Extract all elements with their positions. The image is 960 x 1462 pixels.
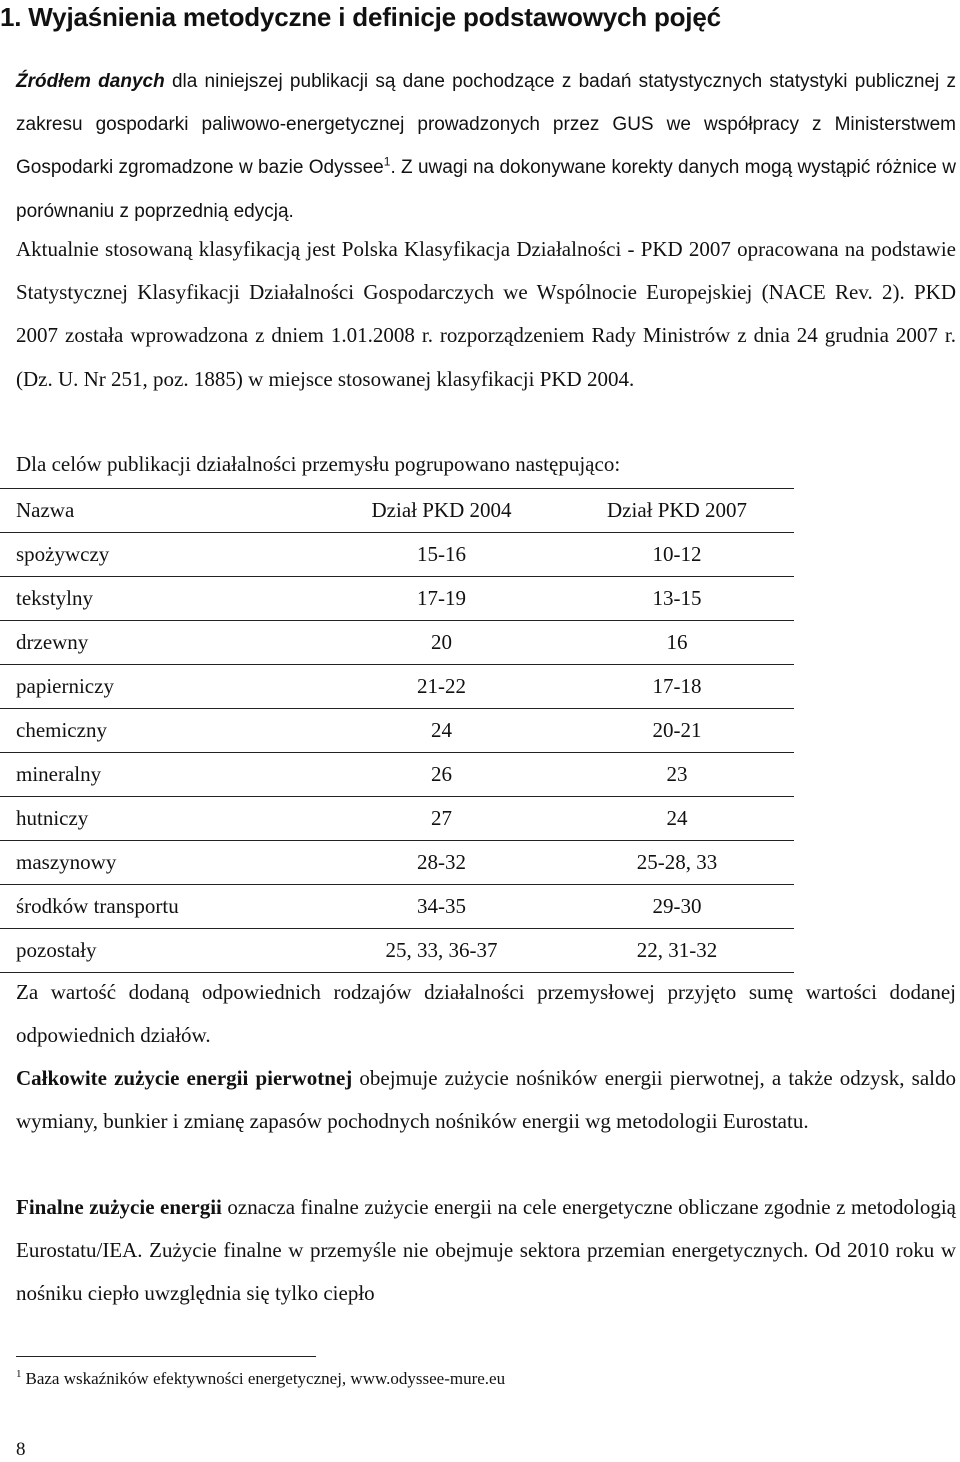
- row-pkd-2004-cell: 20: [323, 621, 560, 665]
- primary-energy-paragraph: [16, 1057, 956, 1143]
- row-pkd-2007-cell: 29-30: [560, 885, 794, 929]
- primary-energy-text: obejmuje zużycie nośników energii pierwotnej, a także odzysk, saldo wymiany, bunkier i zmianę zapasów pochodnych nośników energii wg metodologii Eurostatu.: [16, 1066, 956, 1134]
- row-name-cell: papierniczy: [0, 665, 323, 709]
- table-row: [0, 841, 794, 885]
- grouping-paragraph: Dla celów publikacji działalności przemysłu pogrupowano następująco:: [16, 452, 621, 476]
- row-pkd-2004-cell: 27: [323, 797, 560, 841]
- primary-energy-term: Całkowite zużycie energii pierwotnej: [16, 1066, 353, 1090]
- row-pkd-2007-cell: 23: [560, 753, 794, 797]
- row-name-cell: drzewny: [0, 621, 323, 665]
- intro-paragraph: [16, 60, 956, 233]
- row-pkd-2007-cell: 20-21: [560, 709, 794, 753]
- intro-term: Źródłem danych: [16, 71, 165, 92]
- row-pkd-2007-cell: 22, 31-32: [560, 929, 794, 973]
- header-name: Nazwa: [0, 489, 323, 533]
- value-added-paragraph: Za wartość dodaną odpowiednich rodzajów działalności przemysłowej przyjęto sumę wartości dodanej odpowiednich działów.: [16, 980, 956, 1048]
- pkd-table: [0, 488, 794, 973]
- header-pkd-2004: Dział PKD 2004: [323, 489, 560, 533]
- row-pkd-2007-cell: 25-28, 33: [560, 841, 794, 885]
- row-name-cell: maszynowy: [0, 841, 323, 885]
- row-pkd-2007-cell: 13-15: [560, 577, 794, 621]
- row-pkd-2007-cell: 16: [560, 621, 794, 665]
- row-name-cell: chemiczny: [0, 709, 323, 753]
- pkd-table-body: [0, 489, 794, 973]
- page-number: 8: [16, 1439, 26, 1460]
- table-row: [0, 665, 794, 709]
- row-name-cell: tekstylny: [0, 577, 323, 621]
- footnote-text: Baza wskaźników efektywności energetycznej, www.odyssee-mure.eu: [25, 1369, 506, 1388]
- final-energy-text: oznacza finalne zużycie energii na cele energetyczne obliczane zgodnie z metodologią Eurostatu/IEA. Zużycie finalne w przemyśle nie obejmuje sektora przemian energetycznych. Od 2010 roku w nośniku ciepło uwzględnia się tylko ciepło: [16, 1195, 956, 1306]
- row-name-cell: mineralny: [0, 753, 323, 797]
- table-row: [0, 929, 794, 973]
- row-name-cell: pozostały: [0, 929, 323, 973]
- table-row: [0, 885, 794, 929]
- row-pkd-2004-cell: 15-16: [323, 533, 560, 577]
- row-name-cell: spożywczy: [0, 533, 323, 577]
- row-pkd-2004-cell: 25, 33, 36-37: [323, 929, 560, 973]
- row-pkd-2004-cell: 28-32: [323, 841, 560, 885]
- table-row: [0, 533, 794, 577]
- row-pkd-2004-cell: 26: [323, 753, 560, 797]
- row-name-cell: hutniczy: [0, 797, 323, 841]
- row-pkd-2004-cell: 34-35: [323, 885, 560, 929]
- table-header-row: [0, 489, 794, 533]
- intro-text-2: . Z uwagi na dokonywane korekty danych mogą wystąpić różnice w porównaniu z poprzednią edycją.: [16, 157, 956, 222]
- final-energy-paragraph: [16, 1186, 956, 1316]
- table-row: [0, 709, 794, 753]
- section-heading: 1. Wyjaśnienia metodyczne i definicje podstawowych pojęć: [0, 2, 721, 32]
- table-row: [0, 753, 794, 797]
- row-name-cell: środków transportu: [0, 885, 323, 929]
- row-pkd-2004-cell: 24: [323, 709, 560, 753]
- intro-text-1: dla niniejszej publikacji są dane pochodzące z badań statystycznych statystyki publicznej z zakresu gospodarki paliwowo-energetycznej prowadzonych przez GUS we współpracy z Ministerstwem Gospodarki zgromadzone w bazie Odyssee: [16, 71, 957, 179]
- footnote-number: 1: [16, 1368, 22, 1381]
- classification-paragraph: Aktualnie stosowaną klasyfikacją jest Polska Klasyfikacja Działalności - PKD 2007 opracowana na podstawie Statystycznej Klasyfikacji Działalności Gospodarczych we Wspólnocie Europejskiej (NACE Rev. 2). PKD 2007 została wprowadzona z dniem 1.01.2008 r. rozporządzeniem Rady Ministrów z dnia 24 grudnia 2007 r. (Dz. U. Nr 251, poz. 1885) w miejsce stosowanej klasyfikacji PKD 2004.: [16, 237, 956, 391]
- header-pkd-2007: Dział PKD 2007: [560, 489, 794, 533]
- footnote-reference[interactable]: 1: [383, 155, 391, 170]
- table-row: [0, 621, 794, 665]
- footnote-separator: [16, 1356, 316, 1357]
- footnote: [16, 1366, 916, 1392]
- table-row: [0, 797, 794, 841]
- row-pkd-2007-cell: 10-12: [560, 533, 794, 577]
- row-pkd-2004-cell: 21-22: [323, 665, 560, 709]
- row-pkd-2004-cell: 17-19: [323, 577, 560, 621]
- final-energy-term: Finalne zużycie energii: [16, 1195, 222, 1219]
- row-pkd-2007-cell: 24: [560, 797, 794, 841]
- table-row: [0, 577, 794, 621]
- row-pkd-2007-cell: 17-18: [560, 665, 794, 709]
